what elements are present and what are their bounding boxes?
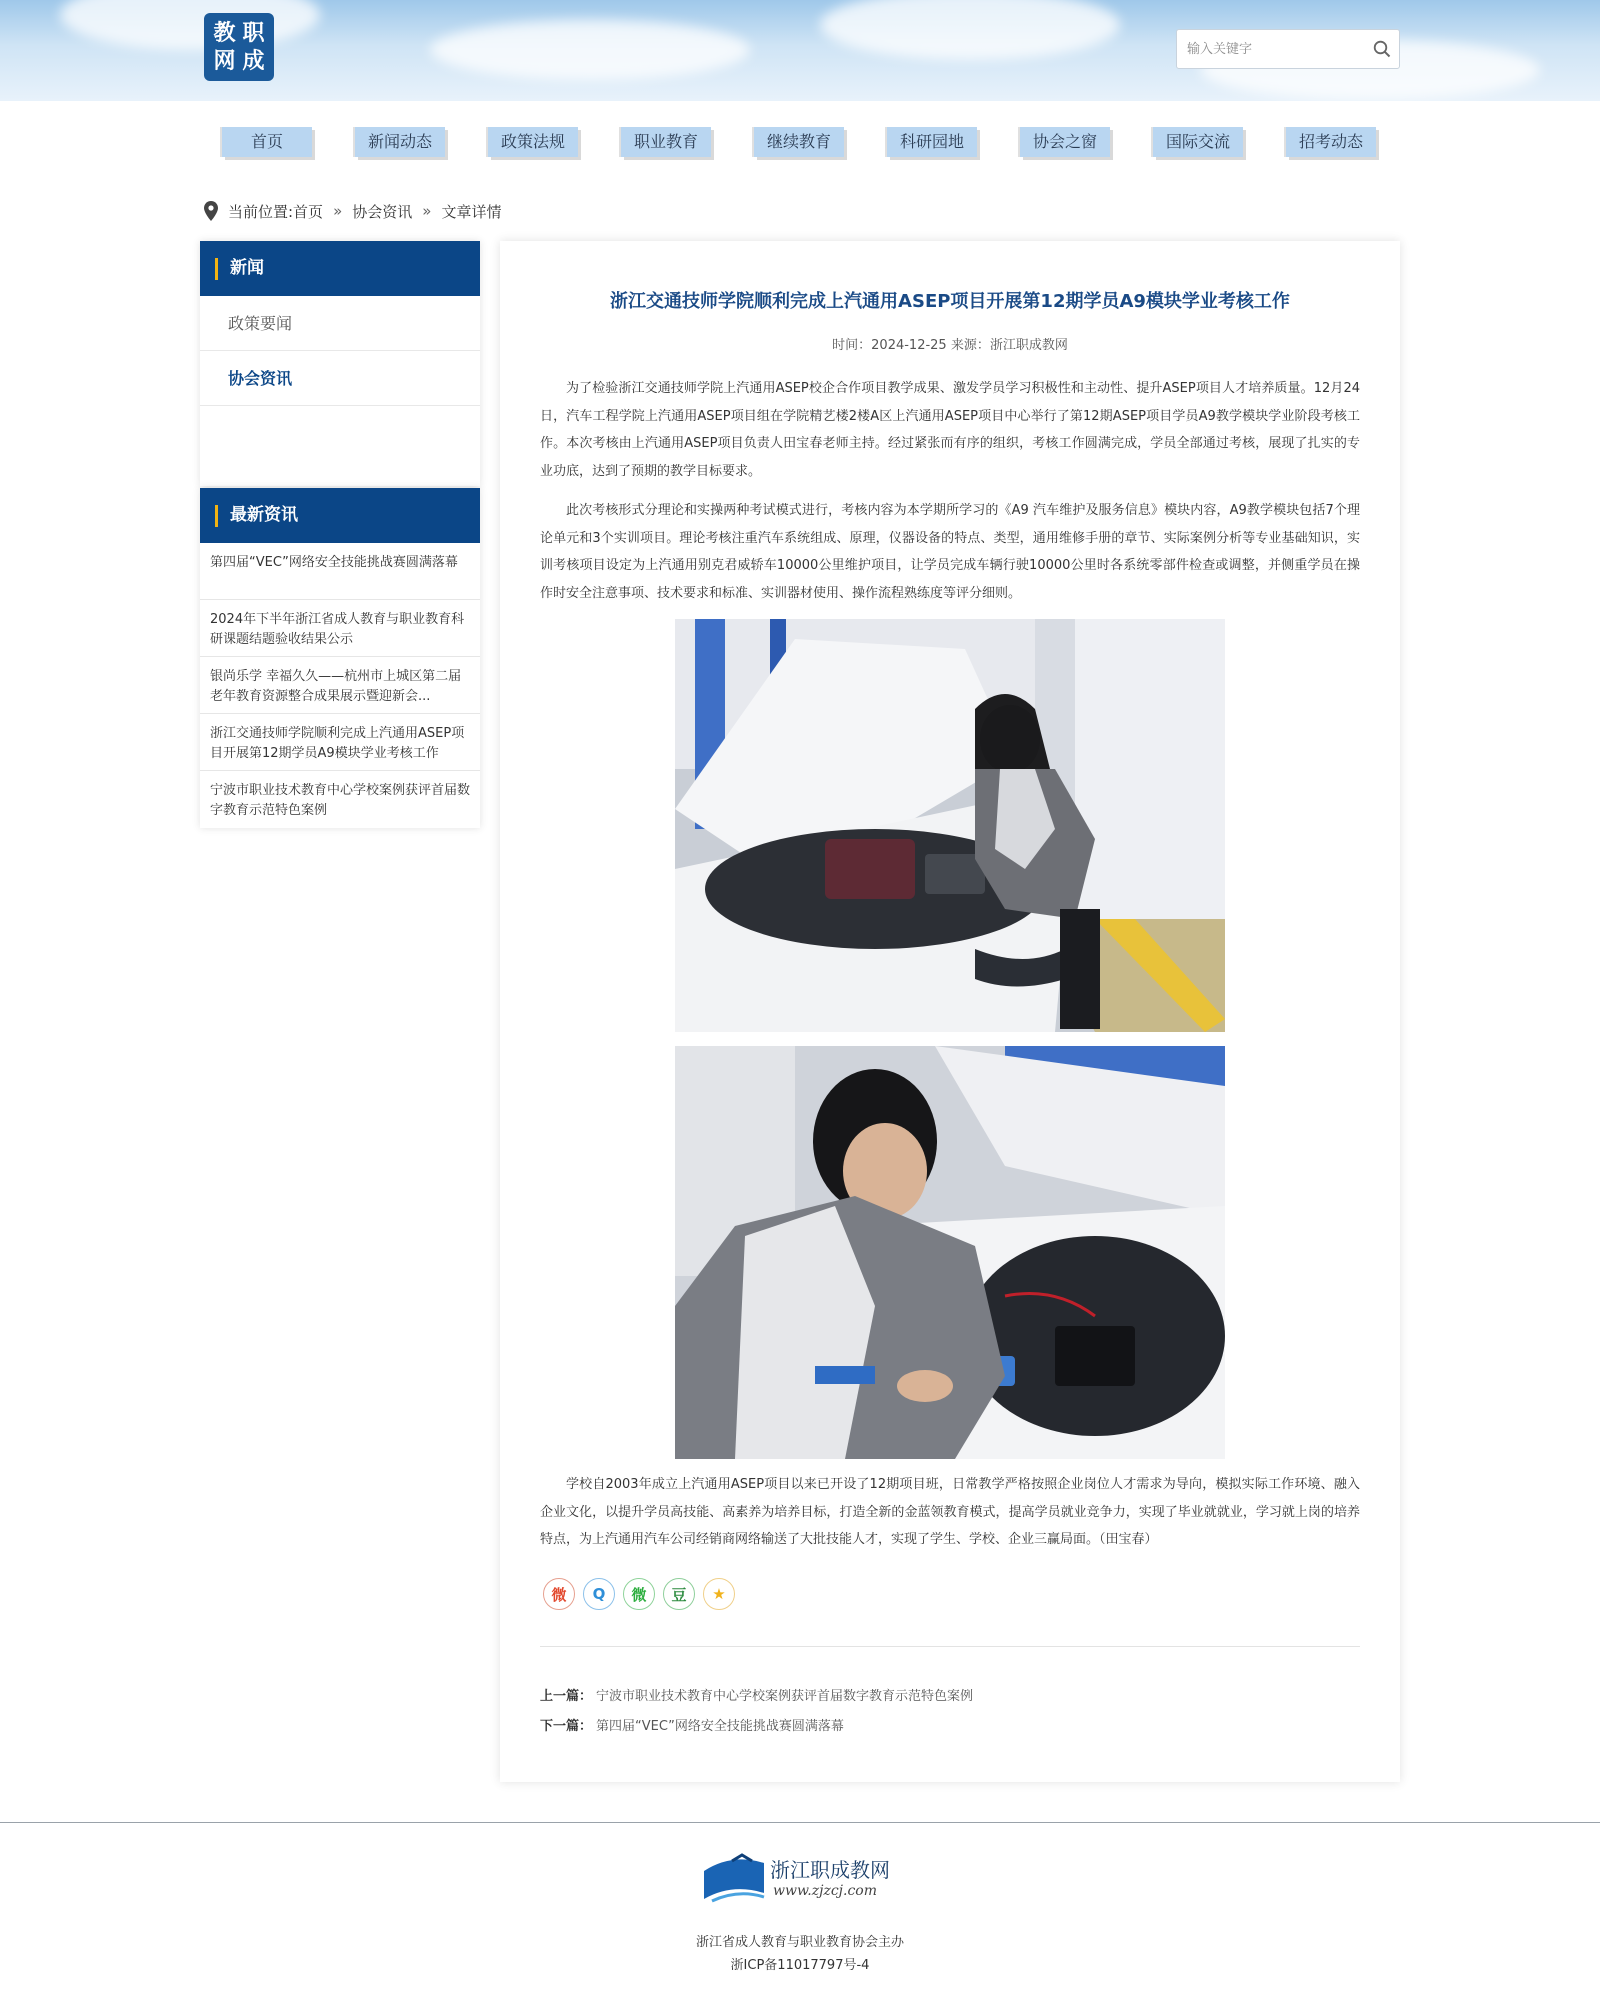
breadcrumb-current: 文章详情: [441, 202, 502, 221]
logo-char: 网: [213, 48, 236, 74]
article-divider: [540, 1646, 1360, 1647]
douban-icon[interactable]: 豆: [663, 1578, 695, 1610]
article-photo-1: [675, 619, 1225, 1032]
nav-international[interactable]: 国际交流: [1153, 127, 1243, 157]
footer-host: 浙江省成人教育与职业教育协会主办: [695, 1935, 904, 1950]
next-label: 下一篇：: [540, 1719, 593, 1734]
header-cloud: [820, 0, 1120, 60]
nav-research[interactable]: 科研园地: [887, 127, 977, 157]
footer-site-url[interactable]: www.zjzcj.com: [773, 1883, 878, 1899]
breadcrumb: [204, 200, 501, 222]
prev-article-link[interactable]: 宁波市职业技术教育中心学校案例获评首届数字教育示范特色案例: [596, 1689, 974, 1704]
photo-engine-inspection: [675, 619, 1225, 1032]
sidebar-news-title: 新闻: [200, 241, 480, 296]
footer-site-name: 浙江职成教网: [770, 1858, 890, 1882]
location-pin-icon: [204, 201, 218, 221]
nav-policy[interactable]: 政策法规: [488, 127, 578, 157]
latest-news-item[interactable]: 第四届“VEC”网络安全技能挑战赛圆满落幕: [200, 543, 480, 600]
article-paragraph: 为了检验浙江交通技师学院上汽通用ASEP校企合作项目教学成果、激发学员学习积极性和主动性、提升ASEP项目人才培养质量。12月24日，汽车工程学院上汽通用ASEP项目组在学院精艺楼2楼A区上汽通用ASEP项目中心举行了第12期ASEP项目学员A9教学模块学业阶段考核工作。本次考核由上汽通用ASEP项目负责人田宝春老师主持。经过紧张而有序的组织，考核工作圆满完成，学员全部通过考核，展现了扎实的专业功底，达到了预期的教学目标要求。: [540, 381, 1360, 479]
article-meta: 时间：2024-12-25 来源：浙江职成教网: [832, 338, 1068, 353]
breadcrumb-category[interactable]: 协会资讯: [352, 202, 413, 221]
nav-news[interactable]: 新闻动态: [355, 127, 445, 157]
logo-char: 职: [242, 20, 265, 46]
site-footer: [0, 1822, 1600, 1999]
qq-icon[interactable]: Q: [583, 1578, 615, 1610]
logo-char: 成: [242, 48, 265, 74]
nav-association[interactable]: 协会之窗: [1020, 127, 1110, 157]
latest-news-item[interactable]: 浙江交通技师学院顺利完成上汽通用ASEP项目开展第12期学员A9模块学业考核工作: [200, 714, 480, 771]
favorite-icon[interactable]: ★: [703, 1578, 735, 1610]
article-title: 浙江交通技师学院顺利完成上汽通用ASEP项目开展第12期学员A9模块学业考核工作: [610, 291, 1290, 312]
nav-home[interactable]: 首页: [222, 127, 312, 157]
article-paragraph: 学校自2003年成立上汽通用ASEP项目以来已开设了12期项目班，日常教学严格按照企业岗位人才需求为导向，模拟实际工作环境、融入企业文化，以提升学员高技能、高素养为培养目标，打造全新的金蓝领教育模式，提高学员就业竞争力，实现了毕业就就业，学习就上岗的培养特点，为上汽通用汽车公司经销商网络输送了大批技能人才，实现了学生、学校、企业三赢局面。（田宝春）: [540, 1477, 1360, 1547]
share-bar: [543, 1578, 735, 1610]
latest-news-item[interactable]: 2024年下半年浙江省成人教育与职业教育科研课题结题验收结果公示: [200, 600, 480, 657]
prev-article: [540, 1685, 973, 1704]
nav-admissions[interactable]: 招考动态: [1286, 127, 1376, 157]
header-cloud: [430, 20, 750, 80]
article-photo-2: [675, 1046, 1225, 1459]
next-article-link[interactable]: 第四届“VEC”网络安全技能挑战赛圆满落幕: [596, 1719, 844, 1734]
site-header: [0, 0, 1600, 101]
next-article: [540, 1715, 844, 1734]
latest-news-item[interactable]: 宁波市职业技术教育中心学校案例获评首届数字教育示范特色案例: [210, 783, 471, 818]
header-cloud: [60, 0, 320, 50]
weibo-icon[interactable]: 微: [543, 1578, 575, 1610]
main-nav: [0, 101, 1600, 181]
breadcrumb-separator: »: [422, 202, 432, 220]
site-logo[interactable]: [204, 13, 274, 81]
sidebar-latest-panel: [200, 488, 480, 828]
photo-battery-test: [675, 1046, 1225, 1459]
wechat-icon[interactable]: 微: [623, 1578, 655, 1610]
search-input[interactable]: [1187, 38, 1357, 60]
nav-continuing[interactable]: 继续教育: [754, 127, 844, 157]
sidebar-news-panel: [200, 241, 480, 486]
search-icon[interactable]: [1373, 40, 1391, 58]
breadcrumb-home[interactable]: 当前位置:首页: [228, 202, 324, 221]
article-paragraph: 此次考核形式分理论和实操两种考试模式进行，考核内容为本学期所学习的《A9 汽车维护及服务信息》模块内容，A9教学模块包括7个理论单元和3个实训项目。理论考核注重汽车系统组成、原理，仪器设备的特点、类型，通用维修手册的章节、实际案例分析等专业基础知识，实训考核项目设定为上汽通用别克君威轿车10000公里维护项目，让学员完成车辆行驶10000公里时各系统零部件检查或调整，并侧重学员在操作时安全注意事项、技术要求和标准、实训器材使用、操作流程熟练度等评分细则。: [540, 503, 1360, 601]
sidebar-item-policy[interactable]: 政策要闻: [200, 296, 480, 351]
article-panel: [500, 241, 1400, 1782]
footer-icp[interactable]: 浙ICP备11017797号-4: [730, 1958, 870, 1973]
latest-news-item[interactable]: 银尚乐学 幸福久久——杭州市上城区第二届老年教育资源整合成果展示暨迎新会...: [200, 657, 480, 714]
sidebar-latest-title: 最新资讯: [200, 488, 480, 543]
prev-label: 上一篇：: [540, 1689, 593, 1704]
logo-char: 教: [213, 20, 236, 46]
breadcrumb-separator: »: [333, 202, 343, 220]
search-box: [1176, 29, 1400, 69]
nav-vocational[interactable]: 职业教育: [621, 127, 711, 157]
sidebar-item-association[interactable]: 协会资讯: [200, 351, 480, 406]
